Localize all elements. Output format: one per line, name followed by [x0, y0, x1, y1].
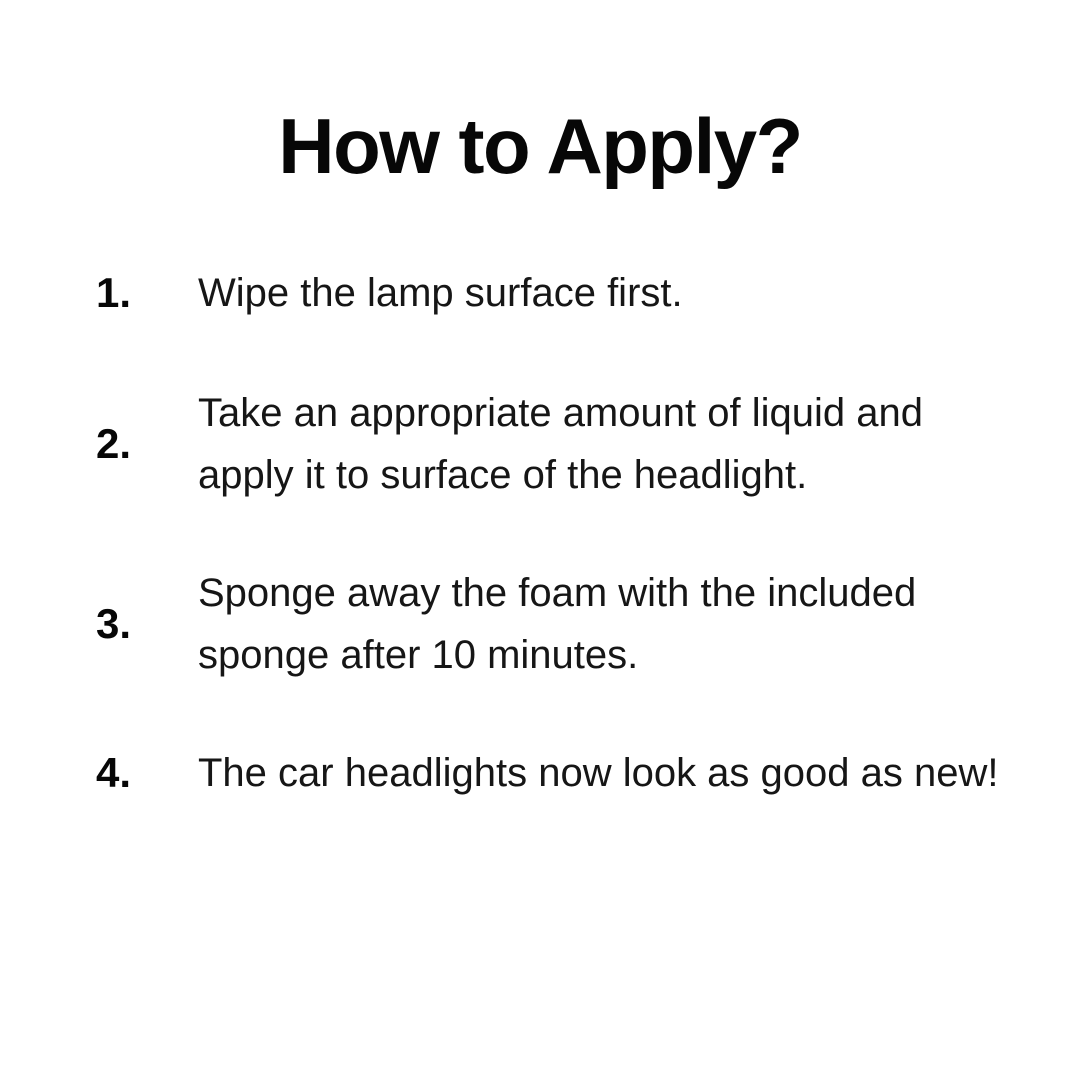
list-item [88, 262, 1008, 324]
steps-list [88, 262, 1008, 804]
step-number: 4. [96, 748, 132, 796]
step-text: Take an appropriate amount of liquid and apply it to surface of the headlight. [198, 391, 923, 497]
step-text: The car headlights now look as good as new! [198, 751, 999, 795]
step-number: 1. [96, 268, 132, 316]
list-item [88, 742, 1008, 804]
list-item [88, 562, 1008, 686]
step-number: 3. [96, 599, 132, 647]
step-text: Wipe the lamp surface first. [198, 271, 683, 315]
page-title: How to Apply? [278, 102, 802, 190]
step-number: 2. [96, 419, 132, 467]
list-item [88, 382, 1008, 506]
step-text: Sponge away the foam with the included sponge after 10 minutes. [198, 571, 917, 677]
